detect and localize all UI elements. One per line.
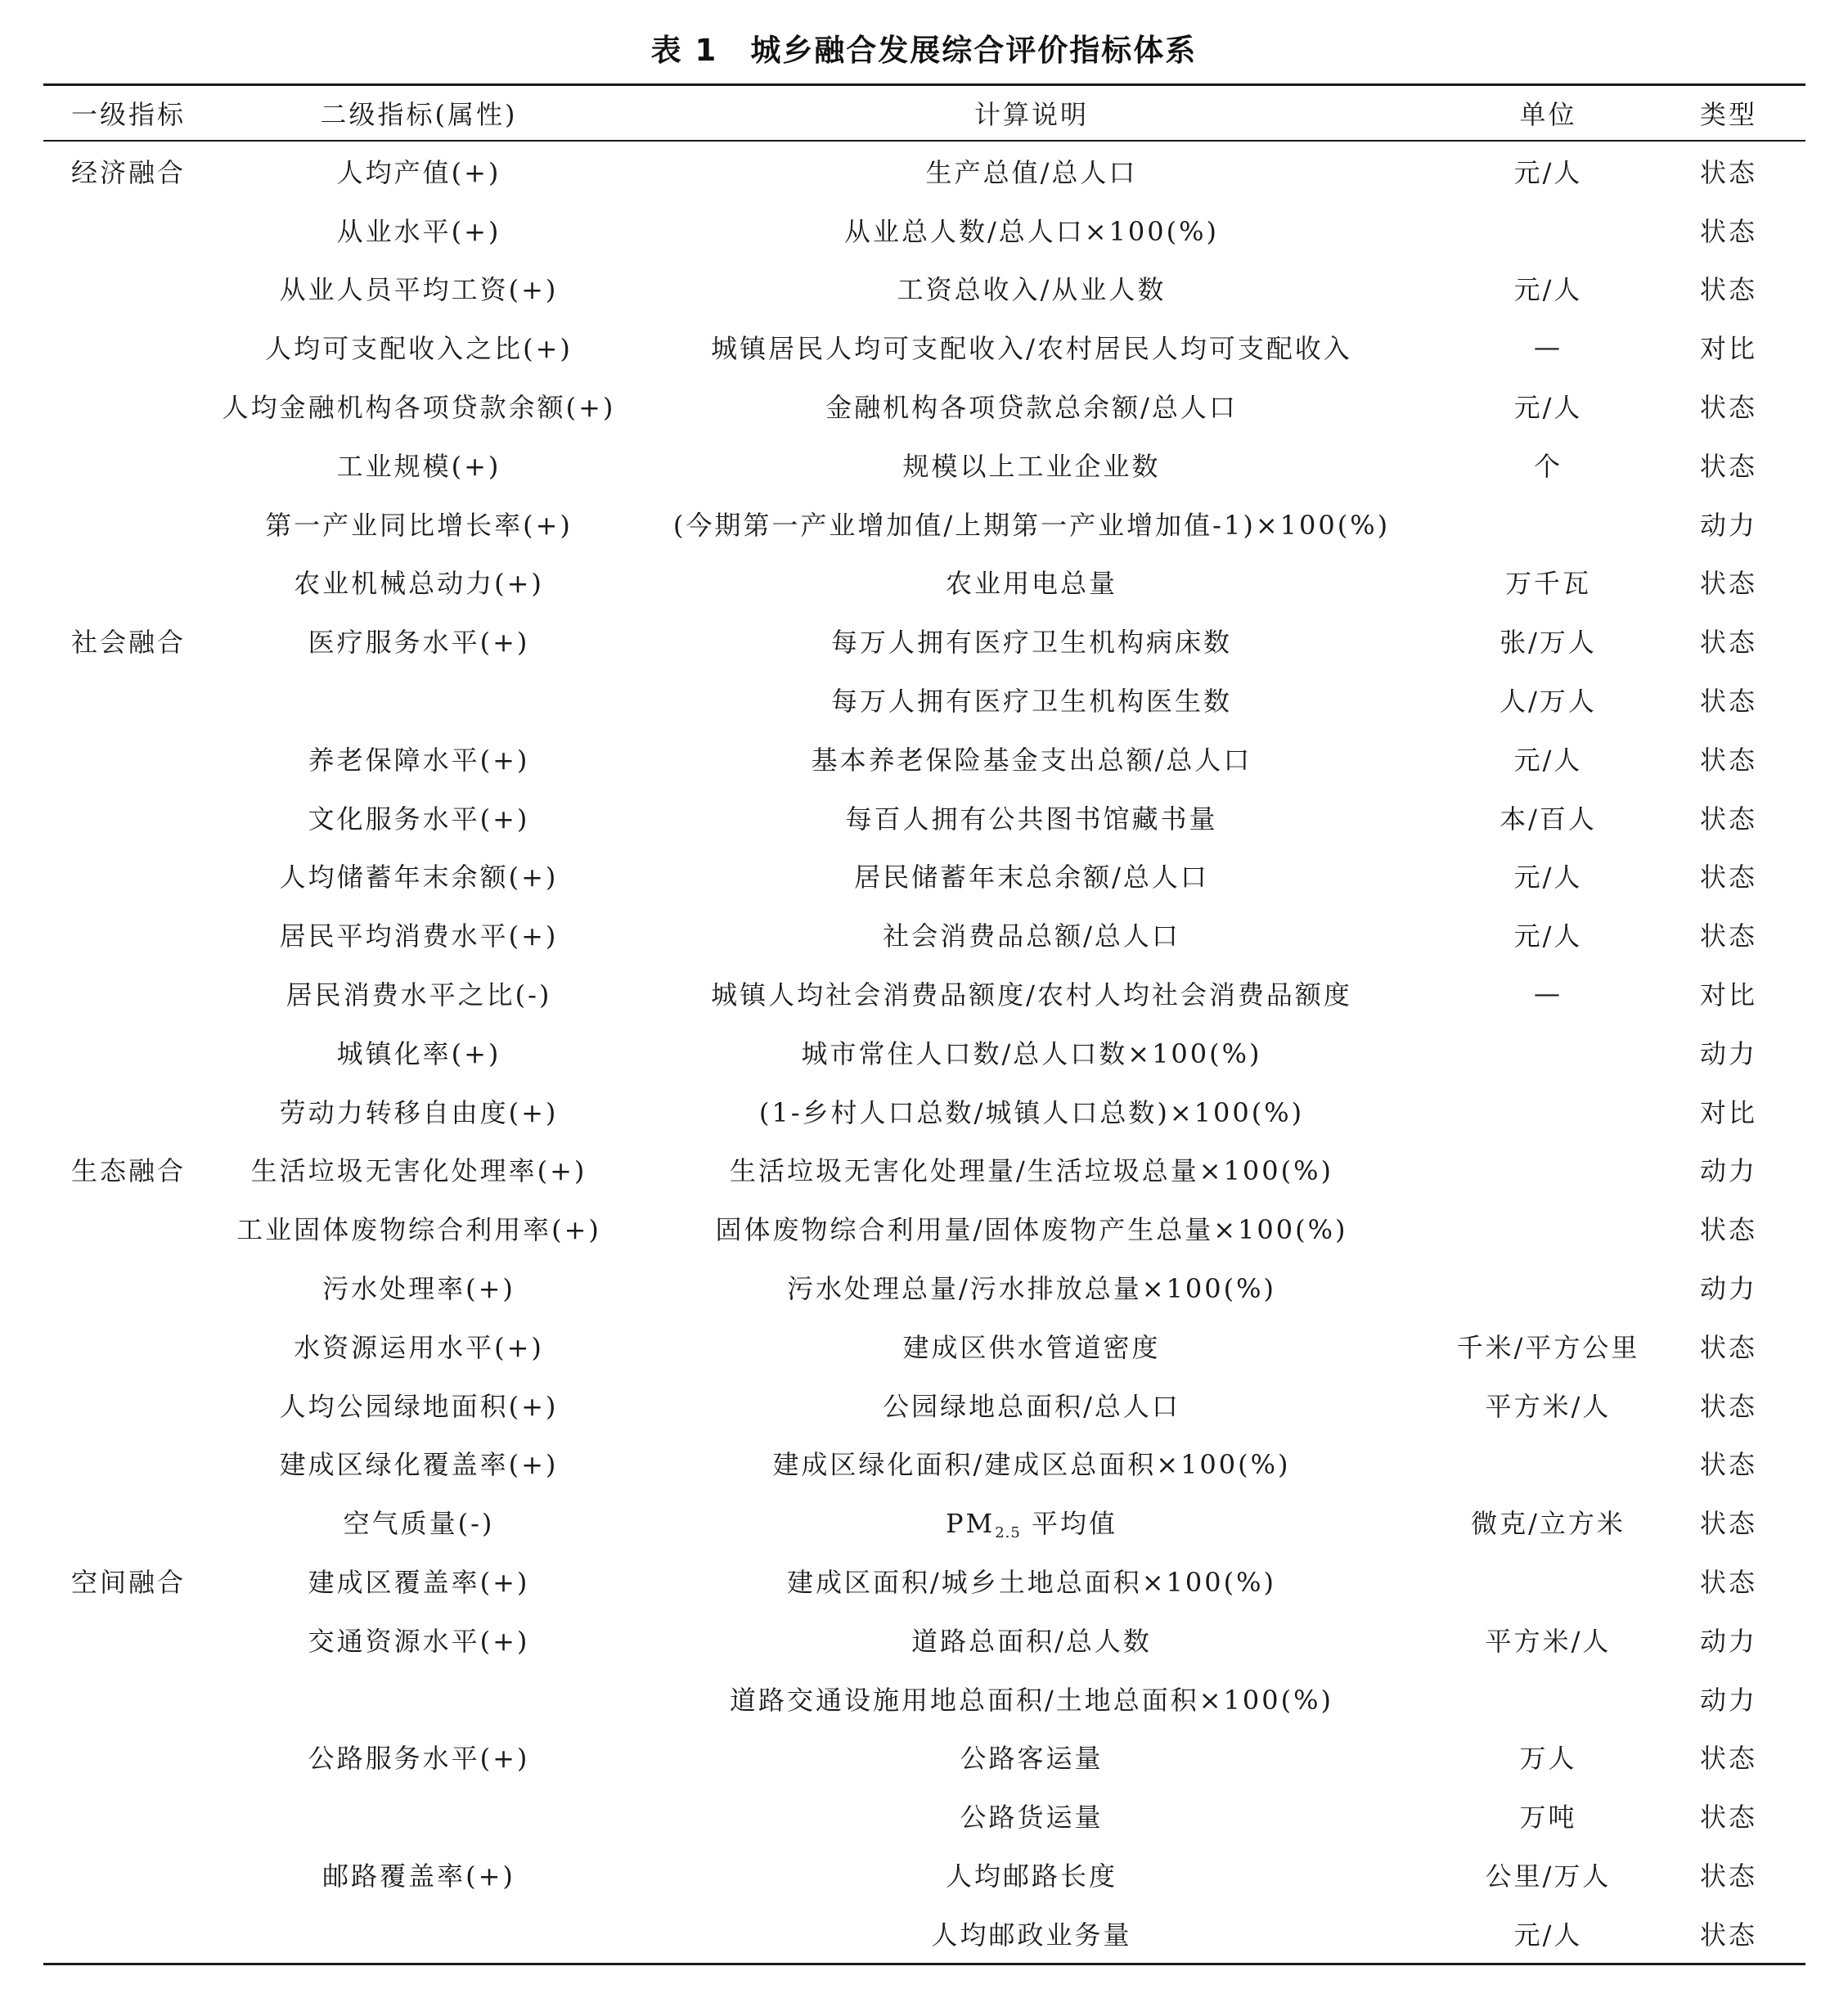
- type-cell: 状态: [1699, 1802, 1757, 1834]
- unit-cell: 元/人: [1513, 274, 1583, 306]
- level1-cell: [43, 259, 219, 318]
- type-cell: 状态: [1699, 1919, 1757, 1951]
- unit-cell: —: [1534, 978, 1562, 1010]
- level1-cell: [43, 376, 219, 435]
- unit-cell: [1445, 1551, 1652, 1610]
- type-cell: 状态: [1699, 686, 1757, 718]
- unit-cell: 万吨: [1519, 1802, 1577, 1834]
- calc-cell: 建成区绿化面积/建成区总面积×100(%): [772, 1449, 1291, 1481]
- calc-cell: (今期第一产业增加值/上期第一产业增加值-1)×100(%): [672, 509, 1391, 541]
- unit-cell: [1445, 1199, 1652, 1258]
- level1-cell: [43, 1258, 219, 1316]
- table-caption: [0, 26, 1848, 75]
- level2-cell: 居民平均消费水平(+): [279, 920, 559, 952]
- type-cell: 状态: [1699, 274, 1757, 306]
- type-cell: 状态: [1699, 744, 1757, 776]
- type-cell: 状态: [1699, 450, 1757, 482]
- table-row: [43, 1316, 1805, 1375]
- unit-cell: 元/人: [1513, 1919, 1583, 1951]
- table-row: [43, 553, 1805, 612]
- unit-cell: 元/人: [1513, 920, 1583, 952]
- type-cell: 状态: [1699, 1743, 1757, 1775]
- table-row: [43, 200, 1805, 259]
- level2-cell: 水资源运用水平(+): [294, 1331, 544, 1363]
- unit-cell: [1445, 1669, 1652, 1728]
- calc-cell: 道路交通设施用地总面积/土地总面积×100(%): [729, 1684, 1334, 1716]
- level1-cell: [43, 317, 219, 376]
- table-row: [43, 1845, 1805, 1904]
- type-cell: 状态: [1699, 1567, 1757, 1599]
- calc-cell: 基本养老保险基金支出总额/总人口: [811, 744, 1252, 776]
- level1-cell: [43, 729, 219, 788]
- level1-cell: [43, 1610, 219, 1669]
- table-body: [43, 142, 1805, 1963]
- calc-cell: 固体废物综合利用量/固体废物产生总量×100(%): [715, 1214, 1348, 1246]
- table-row: [43, 1434, 1805, 1493]
- level1-cell: [43, 494, 219, 553]
- level2-cell: 劳动力转移自由度(+): [279, 1096, 559, 1128]
- level1-cell: [43, 788, 219, 847]
- level1-cell: [43, 553, 219, 612]
- level2-cell: 人均金融机构各项贷款余额(+): [222, 392, 616, 424]
- table-row: [43, 729, 1805, 788]
- unit-cell: 万人: [1519, 1743, 1577, 1775]
- level2-cell: 居民消费水平之比(-): [286, 979, 552, 1011]
- calc-cell: 农业用电总量: [945, 568, 1117, 600]
- level1-cell: [43, 1845, 219, 1904]
- level2-cell: 从业水平(+): [336, 215, 501, 247]
- level2-cell: [219, 670, 618, 729]
- level2-cell: 人均产值(+): [336, 156, 501, 188]
- level1-cell: [43, 200, 219, 259]
- type-cell: 状态: [1699, 1508, 1757, 1540]
- table-row: [43, 376, 1805, 435]
- level1-cell: [43, 1023, 219, 1082]
- level1-cell: [43, 1904, 219, 1963]
- type-cell: 状态: [1699, 1331, 1757, 1363]
- level1-cell: [43, 847, 219, 906]
- level1-cell: [43, 1199, 219, 1258]
- unit-cell: 个: [1533, 450, 1562, 482]
- level1-cell: [43, 1728, 219, 1787]
- type-cell: 状态: [1699, 627, 1757, 659]
- level2-cell: 文化服务水平(+): [308, 803, 530, 835]
- calc-cell: 公路货运量: [960, 1802, 1104, 1834]
- level2-cell: [219, 1786, 618, 1845]
- level2-cell: 公路服务水平(+): [308, 1743, 530, 1775]
- level2-cell: 工业规模(+): [336, 450, 501, 482]
- table-row: [43, 788, 1805, 847]
- type-cell: 状态: [1699, 1390, 1757, 1422]
- level2-cell: 医疗服务水平(+): [308, 627, 530, 659]
- table-row: [43, 1904, 1805, 1963]
- calc-cell: 人均邮路长度: [945, 1861, 1117, 1892]
- calc-cell: 污水处理总量/污水排放总量×100(%): [786, 1273, 1277, 1305]
- type-cell: 动力: [1699, 1037, 1757, 1069]
- table-row: [43, 1023, 1805, 1082]
- table-row: [43, 317, 1805, 376]
- table-row: [43, 1728, 1805, 1787]
- header-type: 类型: [1699, 99, 1757, 130]
- unit-cell: 元/人: [1513, 862, 1583, 893]
- table-row: [43, 1669, 1805, 1728]
- header-level2: 二级指标(属性): [320, 99, 518, 130]
- unit-cell: 人/万人: [1500, 686, 1597, 718]
- level2-cell: 邮路覆盖率(+): [322, 1861, 515, 1892]
- pm-suffix: 平均值: [1020, 1507, 1118, 1539]
- type-cell: 状态: [1699, 392, 1757, 424]
- unit-cell: 千米/平方公里: [1456, 1331, 1640, 1363]
- calc-cell: 生产总值/总人口: [925, 156, 1138, 188]
- type-cell: 状态: [1699, 1861, 1757, 1892]
- unit-cell: [1445, 1141, 1652, 1199]
- calc-cell: [618, 1492, 1445, 1551]
- type-cell: 动力: [1699, 1273, 1757, 1305]
- table-row: [43, 847, 1805, 906]
- table-row: [43, 1551, 1805, 1610]
- level1-cell: 社会融合: [71, 627, 187, 659]
- unit-cell: 本/百人: [1500, 803, 1597, 835]
- calc-cell: 建成区供水管道密度: [902, 1331, 1161, 1363]
- calc-cell: 金融机构各项贷款总余额/总人口: [825, 392, 1238, 424]
- table-row: [43, 905, 1805, 964]
- unit-cell: 平方米/人: [1485, 1625, 1612, 1657]
- level2-cell: 生活垃圾无害化处理率(+): [250, 1155, 587, 1187]
- type-cell: 状态: [1699, 862, 1757, 893]
- table-row: [43, 1492, 1805, 1551]
- calc-cell: (1-乡村人口总数/城镇人口总数)×100(%): [758, 1096, 1305, 1128]
- calc-cell: 道路总面积/总人数: [911, 1625, 1152, 1657]
- table-row: [43, 1082, 1805, 1141]
- table-row: [43, 1141, 1805, 1199]
- level1-cell: [43, 1434, 219, 1493]
- level2-cell: 从业人员平均工资(+): [279, 274, 559, 306]
- unit-cell: [1445, 1082, 1652, 1141]
- level2-cell: 交通资源水平(+): [308, 1625, 530, 1657]
- level2-cell: 人均储蓄年末余额(+): [279, 862, 559, 893]
- level2-cell: 污水处理率(+): [322, 1273, 515, 1305]
- table-row: [43, 1199, 1805, 1258]
- level1-cell: [43, 905, 219, 964]
- level1-cell: [43, 1316, 219, 1375]
- type-cell: 动力: [1699, 1684, 1757, 1716]
- level2-cell: 第一产业同比增长率(+): [265, 509, 573, 541]
- table-row: [43, 259, 1805, 318]
- table-row: [43, 435, 1805, 494]
- unit-cell: 张/万人: [1500, 627, 1597, 659]
- calc-cell: 工资总收入/从业人数: [897, 274, 1167, 306]
- type-cell: 状态: [1699, 156, 1757, 188]
- table-row: [43, 964, 1805, 1023]
- type-cell: 状态: [1699, 1214, 1757, 1246]
- calc-cell: 城镇居民人均可支配收入/农村居民人均可支配收入: [711, 333, 1352, 365]
- indicator-table: [43, 99, 1805, 1963]
- header-row: [43, 84, 1805, 142]
- unit-cell: 元/人: [1513, 744, 1583, 776]
- table-row: [43, 611, 1805, 670]
- calc-cell: 规模以上工业企业数: [902, 450, 1161, 482]
- table-row: [43, 1375, 1805, 1434]
- level1-cell: [43, 1786, 219, 1845]
- level2-cell: 人均公园绿地面积(+): [279, 1390, 559, 1422]
- unit-cell: 微克/立方米: [1471, 1508, 1625, 1540]
- calc-cell: 城镇人均社会消费品额度/农村人均社会消费品额度: [711, 979, 1352, 1011]
- calc-cell: 建成区面积/城乡土地总面积×100(%): [786, 1567, 1277, 1599]
- level2-cell: [219, 1669, 618, 1728]
- level2-cell: 城镇化率(+): [336, 1037, 501, 1069]
- table-row: [43, 670, 1805, 729]
- header-unit: 单位: [1519, 99, 1577, 130]
- calc-cell: 每万人拥有医疗卫生机构病床数: [830, 627, 1232, 659]
- unit-cell: [1445, 200, 1652, 259]
- calc-cell: 公园绿地总面积/总人口: [883, 1390, 1180, 1422]
- unit-cell: [1445, 1434, 1652, 1493]
- level2-cell: 农业机械总动力(+): [294, 568, 544, 600]
- type-cell: 状态: [1699, 568, 1757, 600]
- level1-cell: [43, 1375, 219, 1434]
- calc-cell: 城市常住人口数/总人口数×100(%): [801, 1037, 1262, 1069]
- level1-cell: 经济融合: [71, 156, 187, 188]
- unit-cell: 公里/万人: [1485, 1861, 1612, 1892]
- calc-cell: 每万人拥有医疗卫生机构医生数: [830, 686, 1232, 718]
- level1-cell: [43, 1669, 219, 1728]
- calc-cell: 社会消费品总额/总人口: [883, 920, 1180, 952]
- type-cell: 状态: [1699, 215, 1757, 247]
- unit-cell: [1445, 1258, 1652, 1316]
- unit-cell: —: [1534, 331, 1562, 363]
- type-cell: 状态: [1699, 803, 1757, 835]
- level1-cell: [43, 1492, 219, 1551]
- table-number: 表 1: [650, 33, 718, 68]
- pm-subscript: 2.5: [995, 1523, 1021, 1541]
- table-row: [43, 494, 1805, 553]
- unit-cell: 元/人: [1513, 156, 1583, 188]
- level1-cell: [43, 964, 219, 1023]
- type-cell: 动力: [1699, 1155, 1757, 1187]
- unit-cell: 万千瓦: [1504, 568, 1591, 600]
- level2-cell: [219, 1904, 618, 1963]
- header-level1: 一级指标: [71, 99, 187, 130]
- pm-label: PM: [945, 1507, 996, 1539]
- level2-cell: 建成区覆盖率(+): [308, 1567, 530, 1599]
- type-cell: 对比: [1699, 1096, 1757, 1128]
- table-row: [43, 142, 1805, 200]
- unit-cell: [1445, 494, 1652, 553]
- table-row: [43, 1786, 1805, 1845]
- level1-cell: [43, 435, 219, 494]
- header-calc: 计算说明: [973, 99, 1089, 130]
- table-title: 城乡融合发展综合评价指标体系: [750, 33, 1198, 68]
- calc-cell: 人均邮政业务量: [931, 1919, 1132, 1951]
- table-row: [43, 1258, 1805, 1316]
- unit-cell: 元/人: [1513, 392, 1583, 424]
- type-cell: 动力: [1699, 509, 1757, 541]
- unit-cell: 平方米/人: [1485, 1390, 1612, 1422]
- level1-cell: [43, 670, 219, 729]
- calc-cell: 生活垃圾无害化处理量/生活垃圾总量×100(%): [729, 1155, 1334, 1187]
- type-cell: 动力: [1699, 1625, 1757, 1657]
- calc-cell: 从业总人数/总人口×100(%): [843, 215, 1220, 247]
- level1-cell: [43, 1082, 219, 1141]
- level2-cell: 建成区绿化覆盖率(+): [279, 1449, 559, 1481]
- level2-cell: 空气质量(-): [343, 1508, 495, 1540]
- type-cell: 对比: [1699, 979, 1757, 1011]
- calc-cell: 居民储蓄年末总余额/总人口: [854, 862, 1209, 893]
- level2-cell: 养老保障水平(+): [308, 744, 530, 776]
- type-cell: 状态: [1699, 1449, 1757, 1481]
- table-row: [43, 1610, 1805, 1669]
- calc-cell: 每百人拥有公共图书馆藏书量: [845, 803, 1218, 835]
- calc-cell: 公路客运量: [960, 1743, 1104, 1775]
- table-header: [43, 84, 1805, 142]
- type-cell: 对比: [1699, 333, 1757, 365]
- level2-cell: 人均可支配收入之比(+): [265, 333, 573, 365]
- type-cell: 状态: [1699, 920, 1757, 952]
- level1-cell: 空间融合: [71, 1567, 187, 1599]
- bottom-rule: [43, 1963, 1805, 1965]
- level2-cell: 工业固体废物综合利用率(+): [236, 1214, 601, 1246]
- level1-cell: 生态融合: [71, 1155, 187, 1187]
- unit-cell: [1445, 1023, 1652, 1082]
